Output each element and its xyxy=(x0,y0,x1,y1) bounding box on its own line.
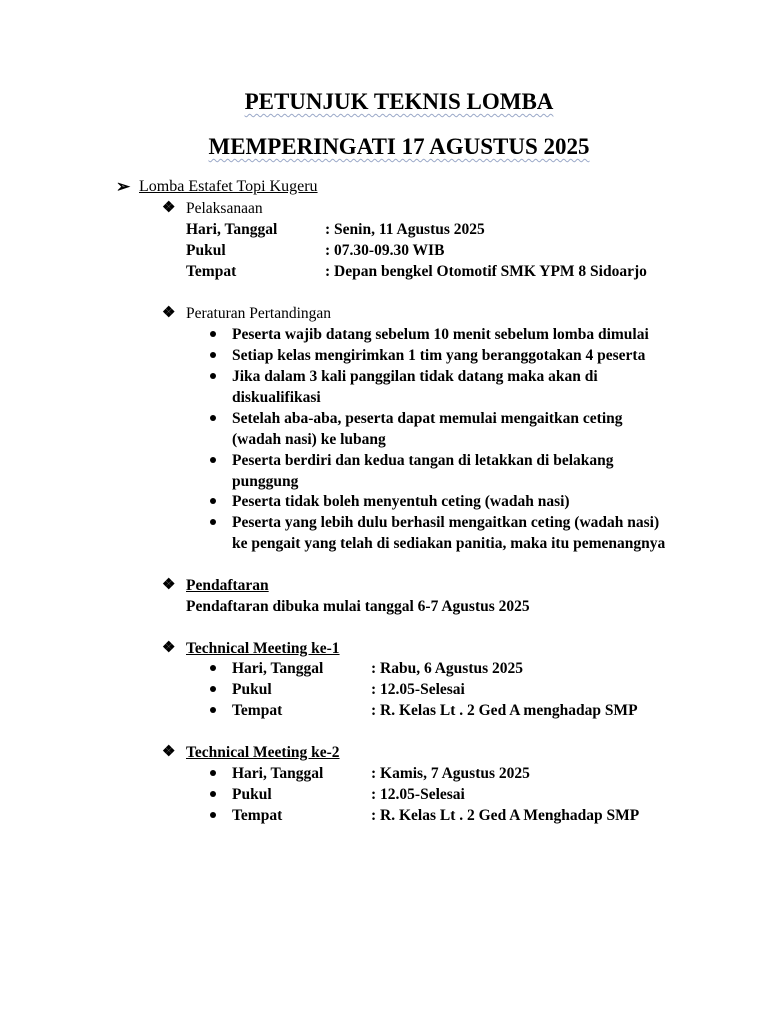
rule-item-continued: (wadah nasi) ke lubang xyxy=(232,431,386,448)
bullet-dot-icon xyxy=(210,812,216,818)
tm2-value-time: : 12.05-Selesai xyxy=(371,786,465,803)
bullet-dot-icon xyxy=(210,791,216,797)
diamond-bullet-icon: ❖ xyxy=(162,305,176,321)
diamond-bullet-icon: ❖ xyxy=(162,200,176,216)
pelaksanaan-value-time: : 07.30-09.30 WIB xyxy=(325,242,445,259)
pelaksanaan-value-date: : Senin, 11 Agustus 2025 xyxy=(325,221,485,238)
tm1-value-place: : R. Kelas Lt . 2 Ged A menghadap SMP xyxy=(371,702,638,719)
pelaksanaan-value-place: : Depan bengkel Otomotif SMK YPM 8 Sidoarjo xyxy=(325,263,647,280)
pelaksanaan-label-place: Tempat xyxy=(186,263,237,280)
section-heading: Lomba Estafet Topi Kugeru xyxy=(139,178,318,195)
title-line-1: PETUNJUK TEKNIS LOMBA xyxy=(244,89,554,114)
title-line-2: MEMPERINGATI 17 AGUSTUS 2025 xyxy=(208,134,590,159)
arrow-bullet-icon: ➢ xyxy=(116,177,131,196)
pendaftaran-text: Pendaftaran dibuka mulai tanggal 6-7 Agustus 2025 xyxy=(186,598,530,615)
tm2-heading: Technical Meeting ke-2 xyxy=(186,744,340,761)
tm1-label-date: Hari, Tanggal xyxy=(232,660,324,677)
tm2-label-date: Hari, Tanggal xyxy=(232,765,324,782)
bullet-dot-icon xyxy=(210,770,216,776)
bullet-dot-icon xyxy=(210,352,216,358)
pelaksanaan-label-time: Pukul xyxy=(186,242,226,259)
bullet-dot-icon xyxy=(210,686,216,692)
bullet-dot-icon xyxy=(210,519,216,525)
rule-item: Peserta tidak boleh menyentuh ceting (wadah nasi) xyxy=(232,493,570,510)
tm1-label-time: Pukul xyxy=(232,681,272,698)
pelaksanaan-label-date: Hari, Tanggal xyxy=(186,221,278,238)
tm1-heading: Technical Meeting ke-1 xyxy=(186,640,340,657)
tm2-value-place: : R. Kelas Lt . 2 Ged A Menghadap SMP xyxy=(371,807,640,824)
bullet-dot-icon xyxy=(210,665,216,671)
rule-item: Peserta wajib datang sebelum 10 menit sebelum lomba dimulai xyxy=(232,326,649,343)
diamond-bullet-icon: ❖ xyxy=(162,744,176,760)
bullet-dot-icon xyxy=(210,707,216,713)
tm2-label-place: Tempat xyxy=(232,807,283,824)
rule-item: Setelah aba-aba, peserta dapat memulai mengaitkan ceting xyxy=(232,410,623,427)
tm1-label-place: Tempat xyxy=(232,702,283,719)
rule-item: Peserta berdiri dan kedua tangan di letakkan di belakang xyxy=(232,452,614,469)
rule-item: Peserta yang lebih dulu berhasil mengaitkan ceting (wadah nasi) xyxy=(232,514,660,531)
tm1-value-date: : Rabu, 6 Agustus 2025 xyxy=(371,660,524,677)
diamond-bullet-icon: ❖ xyxy=(162,577,176,593)
tm1-value-time: : 12.05-Selesai xyxy=(371,681,465,698)
bullet-dot-icon xyxy=(210,457,216,463)
tm2-label-time: Pukul xyxy=(232,786,272,803)
bullet-dot-icon xyxy=(210,373,216,379)
rule-item-continued: ke pengait yang telah di sediakan panitia, maka itu pemenangnya xyxy=(232,535,666,552)
pendaftaran-heading: Pendaftaran xyxy=(186,577,269,594)
rule-item: Setiap kelas mengirimkan 1 tim yang beranggotakan 4 peserta xyxy=(232,347,646,364)
pelaksanaan-heading: Pelaksanaan xyxy=(186,200,263,217)
diamond-bullet-icon: ❖ xyxy=(162,640,176,656)
rule-item-continued: punggung xyxy=(232,473,299,490)
bullet-dot-icon xyxy=(210,331,216,337)
peraturan-heading: Peraturan Pertandingan xyxy=(186,305,332,322)
rule-item-continued: diskualifikasi xyxy=(232,389,321,406)
bullet-dot-icon xyxy=(210,498,216,504)
bullet-dot-icon xyxy=(210,415,216,421)
rule-item: Jika dalam 3 kali panggilan tidak datang maka akan di xyxy=(232,368,598,385)
tm2-value-date: : Kamis, 7 Agustus 2025 xyxy=(371,765,530,782)
